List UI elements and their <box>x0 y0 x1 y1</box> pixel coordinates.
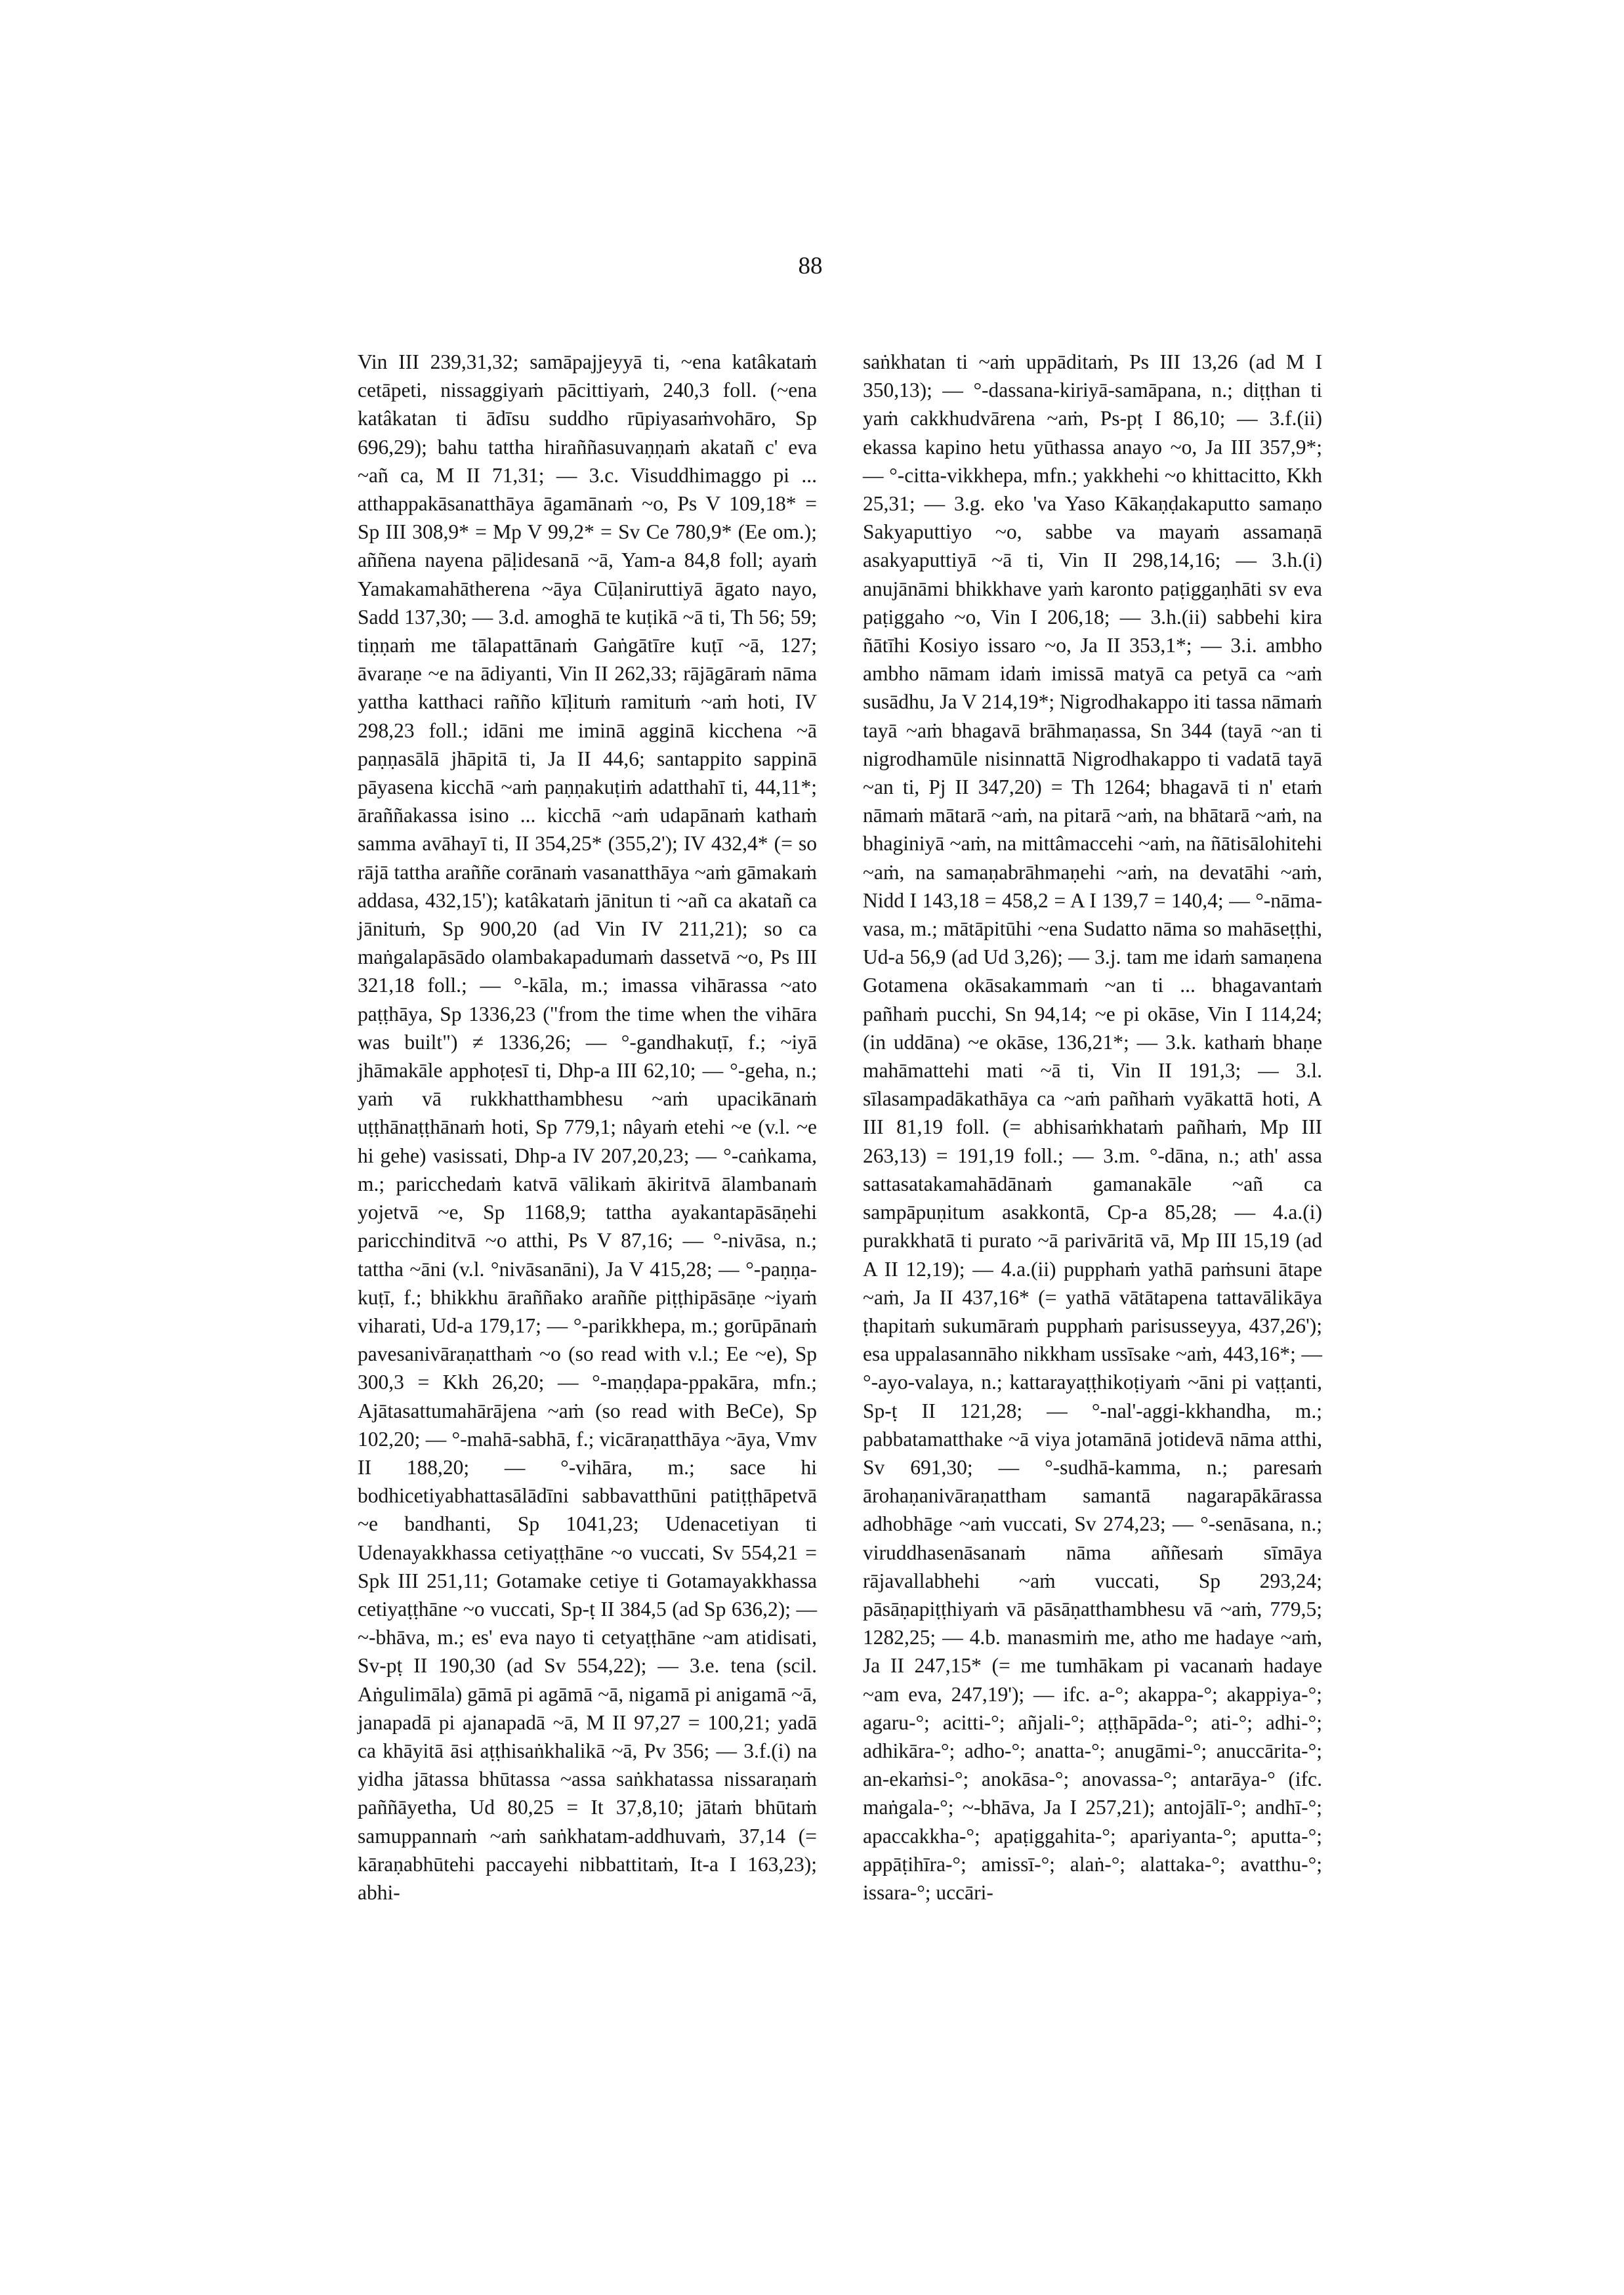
left-column-text: Vin III 239,31,32; samāpajjeyyā ti, ~ena katâkataṁ cetāpeti, nissaggiyaṁ pācittiyaṁ, 240,3 foll. (~ena katâkatan ti ādīsu suddho rūpiyasaṁvohāro, Sp 696,29); bahu tattha hiraññasuvaṇṇaṁ akatañ c' eva ~añ ca, M II 71,31; — 3.c. Visuddhimaggo pi ... atthappakāsanatthāya āgamānaṁ ~o, Ps V 109,18* = Sp III 308,9* = Mp V 99,2* = Sv Ce 780,9* (Ee om.); aññena nayena pāḷidesanā ~ā, Yam-a 84,8 foll; ayaṁ Yamakamahātherena ~āya Cūḷaniruttiyā āgato nayo, Sadd 137,30; — 3.d. amoghā te kuṭikā ~ā ti, Th 56; 59; tiṇṇaṁ me tālapattānaṁ Gaṅgātīre kuṭī ~ā, 127; āvaraṇe ~e na ādiyanti, Vin II 262,33; rājāgāraṁ nāma yattha katthaci rañño kīḷituṁ ramituṁ ~aṁ hoti, IV 298,23 foll.; idāni me iminā agginā kicchena ~ā paṇṇasālā jhāpitā ti, Ja II 44,6; santappito sappinā pāyasena kicchā ~aṁ paṇṇakuṭiṁ adatthahī ti, 44,11*; āraññakassa isino ... kicchā ~aṁ udapānaṁ kathaṁ samma avāhayī ti, II 354,25* (355,2'); IV 432,4* (= so rājā tattha araññe corānaṁ vasanatthāya ~aṁ gāmakaṁ addasa, 432,15'); katâkataṁ jānitun ti ~añ ca akatañ ca jānituṁ, Sp 900,20 (ad Vin IV 211,21); so ca maṅgalapāsādo olambakapadumaṁ dassetvā ~o, Ps III 321,18 foll.; — °-kāla, m.; imassa vihārassa ~ato paṭṭhāya, Sp 1336,23 ("from the time when the vihāra was built") ≠ 1336,26; — °-gandhakuṭī, f.; ~iyā jhāmakāle apphoṭesī ti, Dhp-a III 62,10; — °-geha, n.; yaṁ vā rukkhatthambhesu ~aṁ upacikānaṁ uṭṭhānaṭṭhānaṁ hoti, Sp 779,1; nâyaṁ etehi ~e (v.l. ~e hi gehe) vasissati, Dhp-a IV 207,20,23; — °-caṅkama, m.; paricchedaṁ katvā vālikaṁ ākiritvā ālambanaṁ yojetvā ~e, Sp 1168,9; tattha ayakantapāsāṇehi paricchinditvā ~o atthi, Ps V 87,16; — °-nivāsa, n.; tattha ~āni (v.l. °nivāsanāni), Ja V 415,28; — °-paṇṇa-kuṭī, f.; bhikkhu āraññako araññe piṭṭhipāsāṇe ~iyaṁ viharati, Ud-a 179,17; — °-parikkhepa, m.; gorūpānaṁ pavesanivāraṇatthaṁ ~o (so read with v.l.; Ee ~e), Sp 300,3 = Kkh 26,20; — °-maṇḍapa-ppakāra, mfn.; Ajātasattumahārājena ~aṁ (so read with BeCe), Sp 102,20; — °-mahā-sabhā, f.; vicāraṇatthāya ~āya, Vmv II 188,20; — °-vihāra, m.; sace hi bodhicetiyabhattasālādīni sabbavatthūni patiṭṭhāpetvā ~e bandhanti, Sp 1041,23; Udenacetiyan ti Udenayakkhassa cetiyaṭṭhāne ~o vuccati, Sv 554,21 = Spk III 251,11; Gotamake cetiye ti Gotamayakkhassa cetiyaṭṭhāne ~o vuccati, Sp-ṭ II 384,5 (ad Sp 636,2); — ~-bhāva, m.; es' eva nayo ti cetyaṭṭhāne ~am atidisati, Sv-pṭ II 190,30 (ad Sv 554,22); — 3.e. tena (scil. Aṅgulimāla) gāmā pi agāmā ~ā, nigamā pi anigamā ~ā, janapadā pi ajanapadā ~ā, M II 97,27 = 100,21; yadā ca khāyitā āsi aṭṭhisaṅkhalikā ~ā, Pv 356; — 3.f.(i) na yidha jātassa bhūtassa ~assa saṅkhatassa nissaraṇaṁ paññāyetha, Ud 80,25 = It 37,8,10; jātaṁ bhūtaṁ samuppannaṁ ~aṁ saṅkhatam-addhuvaṁ, 37,14 (= kāraṇabhūtehi paccayehi nibbattitaṁ, It-a I 163,23); abhi- <box>358 350 817 1904</box>
page-number: 88 <box>798 253 823 279</box>
left-column <box>358 348 817 1907</box>
right-column-text: saṅkhatan ti ~aṁ uppāditaṁ, Ps III 13,26 (ad M I 350,13); — °-dassana-kiriyā-samāpana, n.; diṭṭhan ti yaṁ cakkhudvārena ~aṁ, Ps-pṭ I 86,10; — 3.f.(ii) ekassa kapino hetu yūthassa anayo ~o, Ja III 357,9*; — °-citta-vikkhepa, mfn.; yakkhehi ~o khittacitto, Kkh 25,31; — 3.g. eko 'va Yaso Kākaṇḍakaputto samaṇo Sakyaputtiyo ~o, sabbe va mayaṁ assamaṇā asakyaputtiyā ~ā ti, Vin II 298,14,16; — 3.h.(i) anujānāmi bhikkhave yaṁ karonto paṭiggaṇhāti sv eva paṭiggaho ~o, Vin I 206,18; — 3.h.(ii) sabbehi kira ñātīhi Kosiyo issaro ~o, Ja II 353,1*; — 3.i. ambho ambho nāmam idaṁ imissā matyā ca petyā ca ~aṁ susādhu, Ja V 214,19*; Nigrodhakappo iti tassa nāmaṁ tayā ~aṁ bhagavā brāhmaṇassa, Sn 344 (tayā ~an ti nigrodhamūle nisinnattā Nigrodhakappo ti vadatā tayā ~an ti, Pj II 347,20) = Th 1264; bhagavā ti n' etaṁ nāmaṁ mātarā ~aṁ, na pitarā ~aṁ, na bhātarā ~aṁ, na bhaginiyā ~aṁ, na mittâmaccehi ~aṁ, na ñātisālohitehi ~aṁ, na samaṇabrāhmaṇehi ~aṁ, na devatāhi ~aṁ, Nidd I 143,18 = 458,2 = A I 139,7 = 140,4; — °-nāma-vasa, m.; mātāpitūhi ~ena Sudatto nāma so mahāseṭṭhi, Ud-a 56,9 (ad Ud 3,26); — 3.j. tam me idaṁ samaṇena Gotamena okāsakammaṁ ~an ti ... bhagavantaṁ pañhaṁ pucchi, Sn 94,14; ~e pi okāse, Vin I 114,24; (in uddāna) ~e okāse, 136,21*; — 3.k. kathaṁ bhaṇe mahāmattehi mati ~ā ti, Vin II 191,3; — 3.l. sīlasampadākathāya ca ~aṁ pañhaṁ vyākattā hoti, A III 81,19 foll. (= abhisaṁkhataṁ pañhaṁ, Mp III 263,13) = 191,19 foll.; — 3.m. °-dāna, n.; ath' assa sattasatakamahādānaṁ gamanakāle ~añ ca sampāpuṇitum asakkontā, Cp-a 85,28; — 4.a.(i) purakkhatā ti purato ~ā parivāritā vā, Mp III 15,19 (ad A II 12,19); — 4.a.(ii) pupphaṁ yathā paṁsuni ātape ~aṁ, Ja II 437,16* (= yathā vātātapena tattavālikāya ṭhapitaṁ sukumāraṁ pupphaṁ parisusseyya, 437,26'); esa uppalasannāho nikkham ussīsake ~aṁ, 443,16*; — °-ayo-valaya, n.; kattarayaṭṭhikoṭiyaṁ ~āni pi vaṭṭanti, Sp-ṭ II 121,28; — °-nal'-aggi-kkhandha, m.; pabbatamatthake ~ā viya jotamānā jotidevā nāma atthi, Sv 691,30; — °-sudhā-kamma, n.; paresaṁ ārohaṇanivāraṇattham samantā nagarapākārassa adhobhāge ~aṁ vuccati, Sv 274,23; — °-senāsana, n.; viruddhasenāsanaṁ nāma aññesaṁ sīmāya rājavallabhehi ~aṁ vuccati, Sp 293,24; pāsāṇapiṭṭhiyaṁ vā pāsāṇatthambhesu vā ~aṁ, 779,5; 1282,25; — 4.b. manasmiṁ me, atho me hadaye ~aṁ, Ja II 247,15* (= me tumhākam pi vacanaṁ hadaye ~am eva, 247,19'); — ifc. a-°; akappa-°; akappiya-°; agaru-°; acitti-°; añjali-°; aṭṭhāpāda-°; ati-°; adhi-°; adhikāra-°; adho-°; anatta-°; anugāmi-°; anuccārita-°; an-ekaṁsi-°; anokāsa-°; anovassa-°; antarāya-° (ifc. maṅgala-°; ~-bhāva, Ja I 257,21); antojālī-°; andhī-°; apaccakkha-°; apaṭiggahita-°; apariyanta-°; aputta-°; appāṭihīra-°; amissī-°; alaṅ-°; alattaka-°; avatthu-°; issara-°; uccāri- <box>863 350 1322 1904</box>
right-column <box>863 348 1322 1907</box>
